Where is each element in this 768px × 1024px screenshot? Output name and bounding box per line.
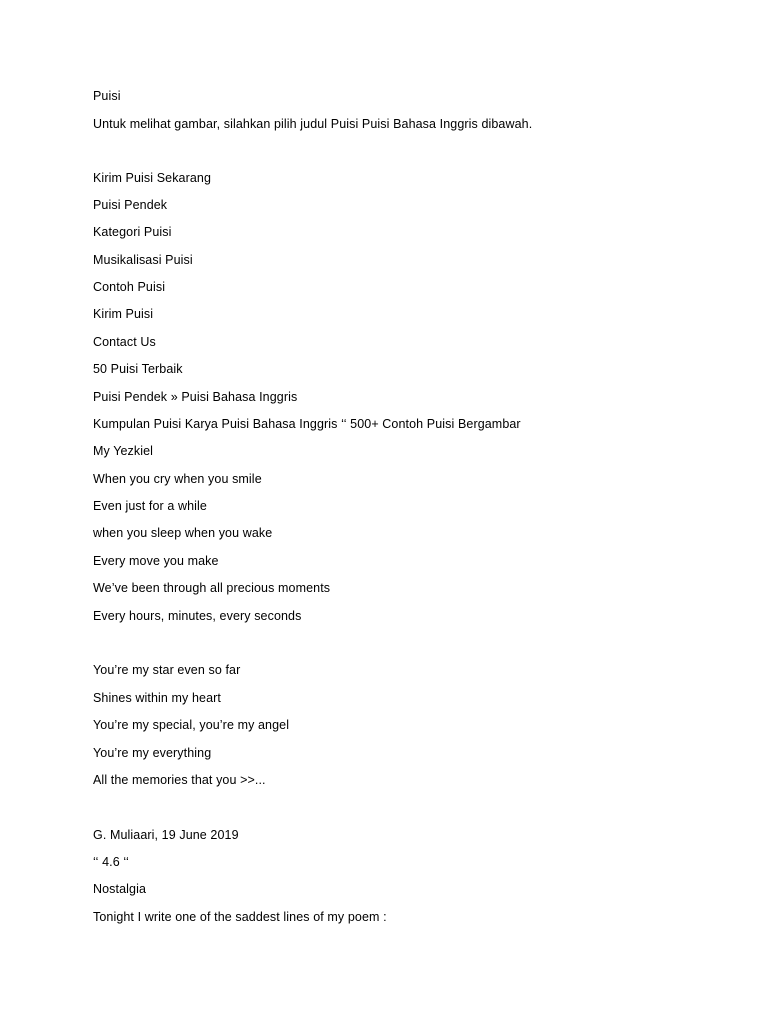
poem-line: All the memories that you >>... (93, 773, 266, 787)
poem-line: Every move you make (93, 554, 219, 568)
poem-line: You’re my everything (93, 746, 212, 760)
nav-item-kirim-puisi[interactable]: Kirim Puisi (93, 307, 154, 321)
poem-title: Nostalgia (93, 882, 147, 896)
rating: ‘‘ 4.6 ‘‘ (93, 855, 129, 869)
poem-line: when you sleep when you wake (93, 526, 273, 540)
nav-item-puisi-pendek[interactable]: Puisi Pendek (93, 198, 168, 212)
poem-line: You’re my star even so far (93, 663, 241, 677)
nav-item-contact-us[interactable]: Contact Us (93, 335, 156, 349)
poem-title: My Yezkiel (93, 444, 154, 458)
poem-line: We’ve been through all precious moments (93, 581, 331, 595)
intro-text: Untuk melihat gambar, silahkan pilih judul Puisi Puisi Bahasa Inggris dibawah. (93, 117, 533, 131)
author-date: G. Muliaari, 19 June 2019 (93, 828, 239, 842)
poem-line: Shines within my heart (93, 691, 221, 705)
nav-item-musikalisasi-puisi[interactable]: Musikalisasi Puisi (93, 253, 193, 267)
poem-line: Even just for a while (93, 499, 207, 513)
poem-line: Tonight I write one of the saddest lines of my poem : (93, 910, 387, 924)
poem-line: You’re my special, you’re my angel (93, 718, 290, 732)
nav-item-50-puisi-terbaik[interactable]: 50 Puisi Terbaik (93, 362, 183, 376)
document-title: Puisi (93, 89, 121, 103)
nav-item-kirim-puisi-sekarang[interactable]: Kirim Puisi Sekarang (93, 171, 212, 185)
nav-item-contoh-puisi[interactable]: Contoh Puisi (93, 280, 166, 294)
poem-line: When you cry when you smile (93, 472, 262, 486)
poem-line: Every hours, minutes, every seconds (93, 609, 302, 623)
breadcrumb: Puisi Pendek » Puisi Bahasa Inggris (93, 390, 298, 404)
article-heading: Kumpulan Puisi Karya Puisi Bahasa Inggris ‘‘ 500+ Contoh Puisi Bergambar (93, 417, 521, 431)
nav-item-kategori-puisi[interactable]: Kategori Puisi (93, 225, 172, 239)
